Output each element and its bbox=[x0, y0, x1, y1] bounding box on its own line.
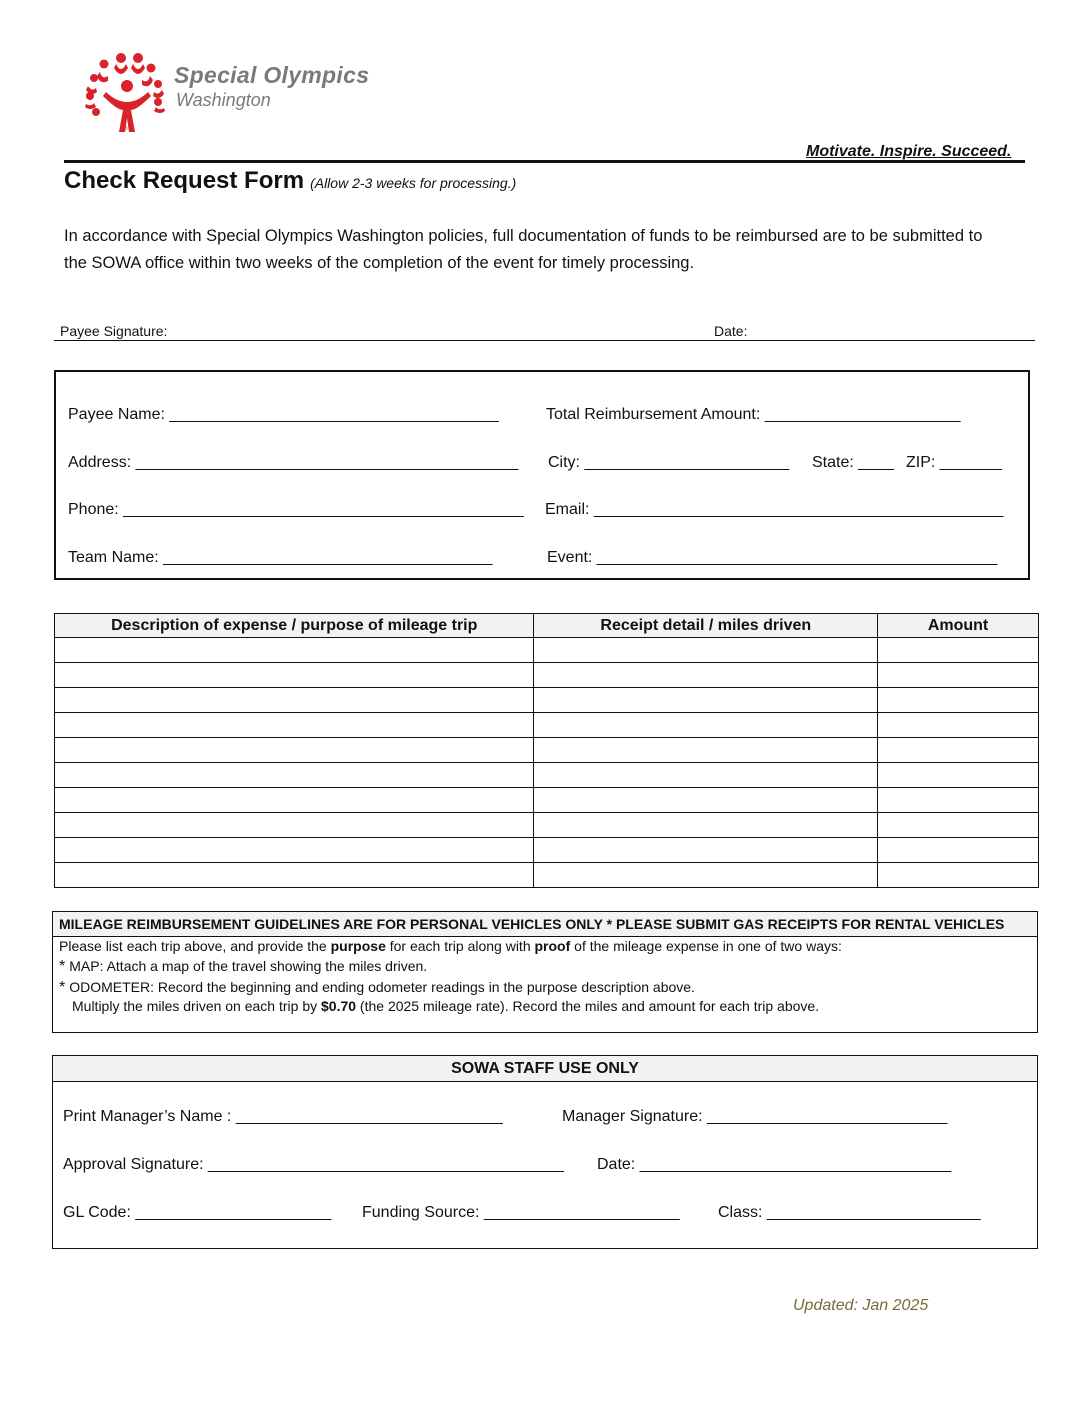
state-field[interactable]: State: ____ bbox=[812, 454, 894, 471]
description-cell[interactable] bbox=[55, 813, 534, 838]
amount-cell[interactable] bbox=[878, 788, 1039, 813]
staff-use-box bbox=[52, 1055, 1038, 1249]
event-field[interactable]: Event: _____________________________________________ bbox=[547, 549, 998, 566]
city-field[interactable]: City: _______________________ bbox=[548, 454, 790, 471]
receipt-cell[interactable] bbox=[534, 688, 878, 713]
description-cell[interactable] bbox=[55, 638, 534, 663]
amount-cell[interactable] bbox=[878, 738, 1039, 763]
table-row bbox=[55, 738, 1039, 763]
address-field[interactable]: Address: ___________________________________________ bbox=[68, 454, 519, 471]
header-rule bbox=[64, 160, 1025, 163]
mileage-option-map: * MAP: Attach a map of the travel showing the miles driven. bbox=[59, 958, 428, 975]
phone-field[interactable]: Phone: _____________________________________________ bbox=[68, 501, 524, 518]
description-cell[interactable] bbox=[55, 788, 534, 813]
bullet-icon: * bbox=[59, 958, 66, 975]
amount-cell[interactable] bbox=[878, 713, 1039, 738]
title-note: (Allow 2-3 weeks for processing.) bbox=[310, 175, 517, 191]
svg-text:®: ® bbox=[124, 126, 128, 132]
mileage-instructions: Please list each trip above, and provide the purpose for each trip along with proof of the mileage expense in one of two ways: bbox=[59, 938, 842, 954]
table-row bbox=[55, 838, 1039, 863]
table-row bbox=[55, 713, 1039, 738]
payee-signature-label: Payee Signature: bbox=[60, 323, 168, 339]
payee-info-box bbox=[54, 370, 1030, 580]
title-text: Check Request Form bbox=[64, 167, 305, 194]
description-cell[interactable] bbox=[55, 863, 534, 888]
class-field[interactable]: Class: ________________________ bbox=[718, 1204, 981, 1221]
table-row bbox=[55, 638, 1039, 663]
amount-cell[interactable] bbox=[878, 838, 1039, 863]
zip-field[interactable]: ZIP: _______ bbox=[906, 454, 1003, 471]
table-row bbox=[55, 863, 1039, 888]
motto: Motivate. Inspire. Succeed. bbox=[806, 143, 1012, 160]
receipt-cell[interactable] bbox=[534, 813, 878, 838]
column-header-receipt: Receipt detail / miles driven bbox=[534, 614, 878, 638]
receipt-cell[interactable] bbox=[534, 788, 878, 813]
signature-date-label: Date: bbox=[714, 323, 748, 339]
receipt-cell[interactable] bbox=[534, 838, 878, 863]
mileage-option-odometer: * ODOMETER: Record the beginning and ending odometer readings in the purpose description above. bbox=[59, 979, 695, 996]
description-cell[interactable] bbox=[55, 738, 534, 763]
gl-code-field[interactable]: GL Code: ______________________ bbox=[63, 1204, 332, 1221]
table-row bbox=[55, 663, 1039, 688]
email-field[interactable]: Email: ______________________________________________ bbox=[545, 501, 1004, 518]
approval-date-field[interactable]: Date: ___________________________________ bbox=[597, 1156, 952, 1173]
description-cell[interactable] bbox=[55, 838, 534, 863]
expense-table bbox=[54, 613, 1039, 888]
receipt-cell[interactable] bbox=[534, 738, 878, 763]
column-header-description: Description of expense / purpose of mileage trip bbox=[55, 614, 534, 638]
intro-paragraph: In accordance with Special Olympics Washington policies, full documentation of funds to be reimbursed are to be submitted to the SOWA office within two weeks of the completion of the event for timely processing. bbox=[64, 227, 983, 272]
description-cell[interactable] bbox=[55, 763, 534, 788]
description-cell[interactable] bbox=[55, 713, 534, 738]
payee-signature-line[interactable] bbox=[54, 322, 1035, 341]
logo-subtitle: Washington bbox=[176, 90, 271, 110]
receipt-cell[interactable] bbox=[534, 713, 878, 738]
manager-signature-field[interactable]: Manager Signature: ___________________________ bbox=[562, 1108, 948, 1125]
funding-source-field[interactable]: Funding Source: ______________________ bbox=[362, 1204, 680, 1221]
receipt-cell[interactable] bbox=[534, 638, 878, 663]
updated-date: Updated: Jan 2025 bbox=[793, 1297, 929, 1314]
table-row bbox=[55, 688, 1039, 713]
description-cell[interactable] bbox=[55, 688, 534, 713]
amount-cell[interactable] bbox=[878, 813, 1039, 838]
column-header-amount: Amount bbox=[878, 614, 1039, 638]
approval-signature-field[interactable]: Approval Signature: ________________________________________ bbox=[63, 1156, 564, 1173]
receipt-cell[interactable] bbox=[534, 763, 878, 788]
receipt-cell[interactable] bbox=[534, 863, 878, 888]
team-name-field[interactable]: Team Name: _____________________________________ bbox=[68, 549, 493, 566]
table-row bbox=[55, 813, 1039, 838]
expense-header-row bbox=[55, 614, 1039, 638]
amount-cell[interactable] bbox=[878, 663, 1039, 688]
description-cell[interactable] bbox=[55, 663, 534, 688]
table-row bbox=[55, 763, 1039, 788]
mileage-rate-line: Multiply the miles driven on each trip by $0.70 (the 2025 mileage rate). Record the miles and amount for each trip above. bbox=[72, 998, 820, 1014]
staff-use-heading: SOWA STAFF USE ONLY bbox=[53, 1056, 1037, 1082]
table-row bbox=[55, 788, 1039, 813]
amount-cell[interactable] bbox=[878, 763, 1039, 788]
amount-cell[interactable] bbox=[878, 688, 1039, 713]
amount-cell[interactable] bbox=[878, 863, 1039, 888]
amount-cell[interactable] bbox=[878, 638, 1039, 663]
receipt-cell[interactable] bbox=[534, 663, 878, 688]
page-title bbox=[64, 167, 516, 195]
payee-name-field[interactable]: Payee Name: _____________________________________ bbox=[68, 406, 499, 423]
mileage-guidelines-heading: MILEAGE REIMBURSEMENT GUIDELINES ARE FOR PERSONAL VEHICLES ONLY * PLEASE SUBMIT GAS RECEIPTS FOR RENTAL VEHICLES bbox=[53, 912, 1037, 937]
bullet-icon: * bbox=[59, 979, 66, 996]
mileage-guidelines-box bbox=[52, 911, 1038, 1033]
total-amount-field[interactable]: Total Reimbursement Amount: ______________________ bbox=[546, 406, 961, 423]
logo-title: Special Olympics bbox=[174, 62, 370, 88]
manager-name-field[interactable]: Print Manager’s Name : ______________________________ bbox=[63, 1108, 503, 1125]
